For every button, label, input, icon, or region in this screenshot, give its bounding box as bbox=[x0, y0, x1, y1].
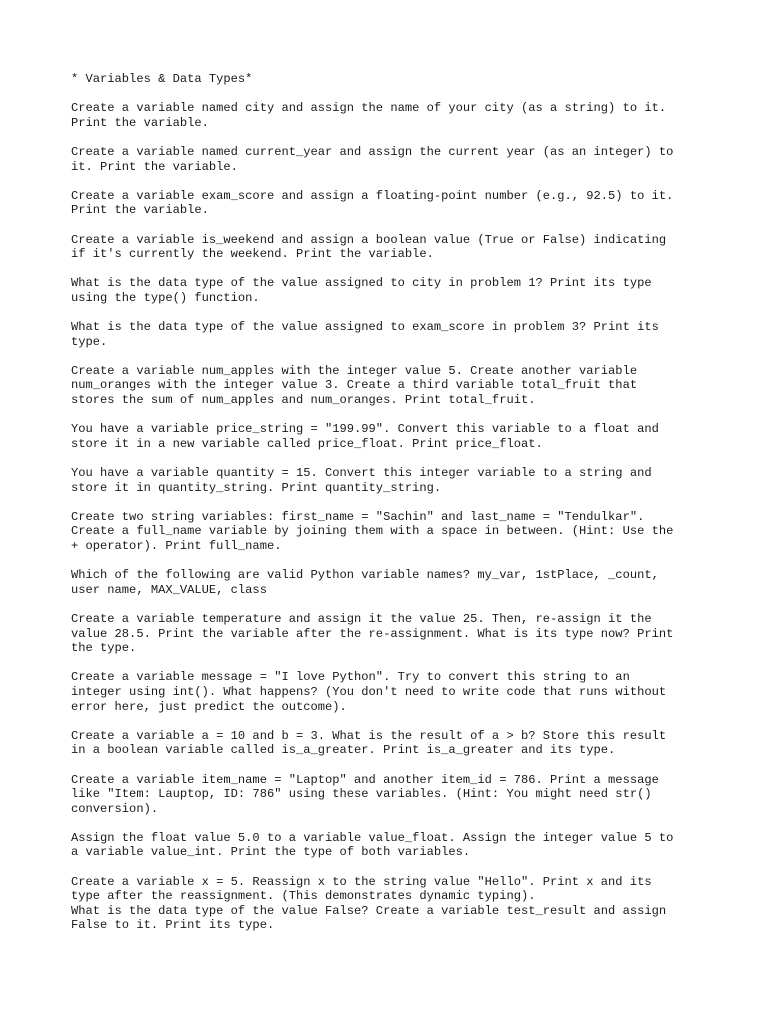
problem-12: Create a variable temperature and assign it the value 25. Then, re-assign it the value 28.5. Print the variable after the re-assignment. What is its type now? Print the type. bbox=[71, 611, 674, 656]
problem-8: You have a variable price_string = "199.99". Convert this variable to a float and store it in a new variable called price_float. Print price_float. bbox=[71, 422, 659, 451]
problem-2: Create a variable named current_year and assign the current year (as an integer) to it. Print the variable. bbox=[71, 144, 674, 174]
problem-9: You have a variable quantity = 15. Convert this integer variable to a string and store it in quantity_string. Print quantity_string. bbox=[71, 466, 652, 495]
problem-15: Create a variable item_name = "Laptop" and another item_id = 786. Print a message like "Item: Lauptop, ID: 786" using these variables. (Hint: You might need str() conversion). bbox=[71, 772, 659, 816]
problem-13: Create a variable message = "I love Python". Try to convert this string to an integer using int(). What happens? (You don't need to write code that runs without error here, just predict the outcome). bbox=[71, 670, 667, 714]
problem-4: Create a variable is_weekend and assign a boolean value (True or False) indicating if it's currently the weekend. Print the variable. bbox=[71, 232, 667, 262]
problem-11: Which of the following are valid Python variable names? my_var, 1stPlace, _count, user name, MAX_VALUE, class bbox=[71, 568, 659, 597]
problem-18: What is the data type of the value False? Create a variable test_result and assign False to it. Print its type. bbox=[71, 903, 667, 933]
problem-6: What is the data type of the value assigned to exam_score in problem 3? Print its type. bbox=[71, 320, 659, 349]
problem-3: Create a variable exam_score and assign a floating-point number (e.g., 92.5) to it. Print the variable. bbox=[71, 188, 674, 218]
problem-1: Create a variable named city and assign the name of your city (as a string) to it. Print the variable. bbox=[71, 101, 667, 130]
document-title: * Variables & Data Types* bbox=[71, 72, 253, 86]
problem-17: Create a variable x = 5. Reassign x to the string value "Hello". Print x and its type after the reassignment. (This demonstrates dynamic typing). bbox=[71, 874, 652, 904]
problem-7: Create a variable num_apples with the integer value 5. Create another variable num_oranges with the integer value 3. Create a third variable total_fruit that stores the sum of num_apples and num_oranges. Print total_fruit. bbox=[71, 363, 638, 408]
problem-5: What is the data type of the value assigned to city in problem 1? Print its type using the type() function. bbox=[71, 276, 652, 305]
problem-14: Create a variable a = 10 and b = 3. What is the result of a > b? Store this result in a boolean variable called is_a_greater. Print is_a_greater and its type. bbox=[71, 728, 667, 758]
problem-10: Create two string variables: first_name = "Sachin" and last_name = "Tendulkar". Create a full_name variable by joining them with a space in between. (Hint: Use the + operator). Print full_name. bbox=[71, 509, 674, 553]
problem-16: Assign the float value 5.0 to a variable value_float. Assign the integer value 5 to a variable value_int. Print the type of both variables. bbox=[71, 830, 674, 860]
document-body bbox=[71, 72, 711, 948]
